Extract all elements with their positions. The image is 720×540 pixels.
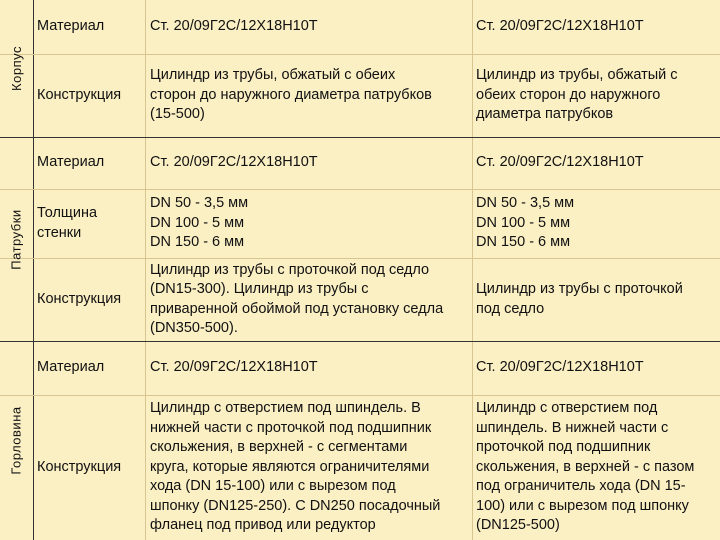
row-label: Материал (37, 359, 105, 376)
group-label-patrubki: Патрубки (9, 208, 24, 270)
cell-value-a: Ст. 20/09Г2С/12Х18Н10Т (150, 154, 318, 171)
row-label: Конструкция (37, 290, 122, 307)
group-label-gorlovina: Горловина (9, 406, 25, 475)
column-divider-line (472, 0, 473, 540)
cell-value-b: Цилиндр из трубы с проточкой под седло (476, 281, 683, 317)
group-label-korpus: Корпус (9, 46, 24, 91)
cell-value-a: Ст. 20/09Г2С/12Х18Н10Т (150, 18, 318, 35)
cell-value-a: Цилиндр с отверстием под шпиндель. В нижней части с проточкой под подшипник скольжения, в верхней - с сегментами круга, которые являются ограничителями хода (DN 15-100) или с вырезом под шпонку (DN125-250). С DN250 посадочный фланец под привод или редуктор (150, 400, 441, 534)
row-label: Конструкция (37, 86, 122, 103)
cell-value-a: DN 50 - 3,5 мм DN 100 - 5 мм DN 150 - 6 мм (150, 195, 249, 251)
cell-value-b: Ст. 20/09Г2С/12Х18Н10Т (476, 154, 644, 171)
row-label: Толщина стенки (37, 205, 98, 241)
column-divider-line (145, 0, 146, 540)
cell-value-a: Ст. 20/09Г2С/12Х18Н10Т (150, 359, 318, 376)
cell-value-b: Цилиндр с отверстием под шпиндель. В нижней части с проточкой под подшипник скольжения, в верхней - с пазом под ограничитель хода (DN 15- 100) или с вырезом под шпонку (DN125-500) (476, 400, 695, 534)
cell-value-b: Ст. 20/09Г2С/12Х18Н10Т (476, 359, 644, 376)
cell-value-b: Ст. 20/09Г2С/12Х18Н10Т (476, 18, 644, 35)
row-label: Материал (37, 154, 105, 171)
row-label: Материал (37, 18, 105, 35)
group-divider-line (33, 0, 34, 540)
cell-value-b: DN 50 - 3,5 мм DN 100 - 5 мм DN 150 - 6 мм (476, 195, 575, 251)
cell-value-a: Цилиндр из трубы с проточкой под седло (DN15-300). Цилиндр из трубы с приваренной обоймой под установку седла (DN350-500). (150, 261, 444, 336)
cell-value-a: Цилиндр из трубы, обжатый с обеих сторон до наружного диаметра патрубков (15-500) (150, 67, 432, 123)
row-label: Конструкция (37, 458, 122, 475)
cell-value-b: Цилиндр из трубы, обжатый с обеих сторон до наружного диаметра патрубков (476, 67, 678, 123)
